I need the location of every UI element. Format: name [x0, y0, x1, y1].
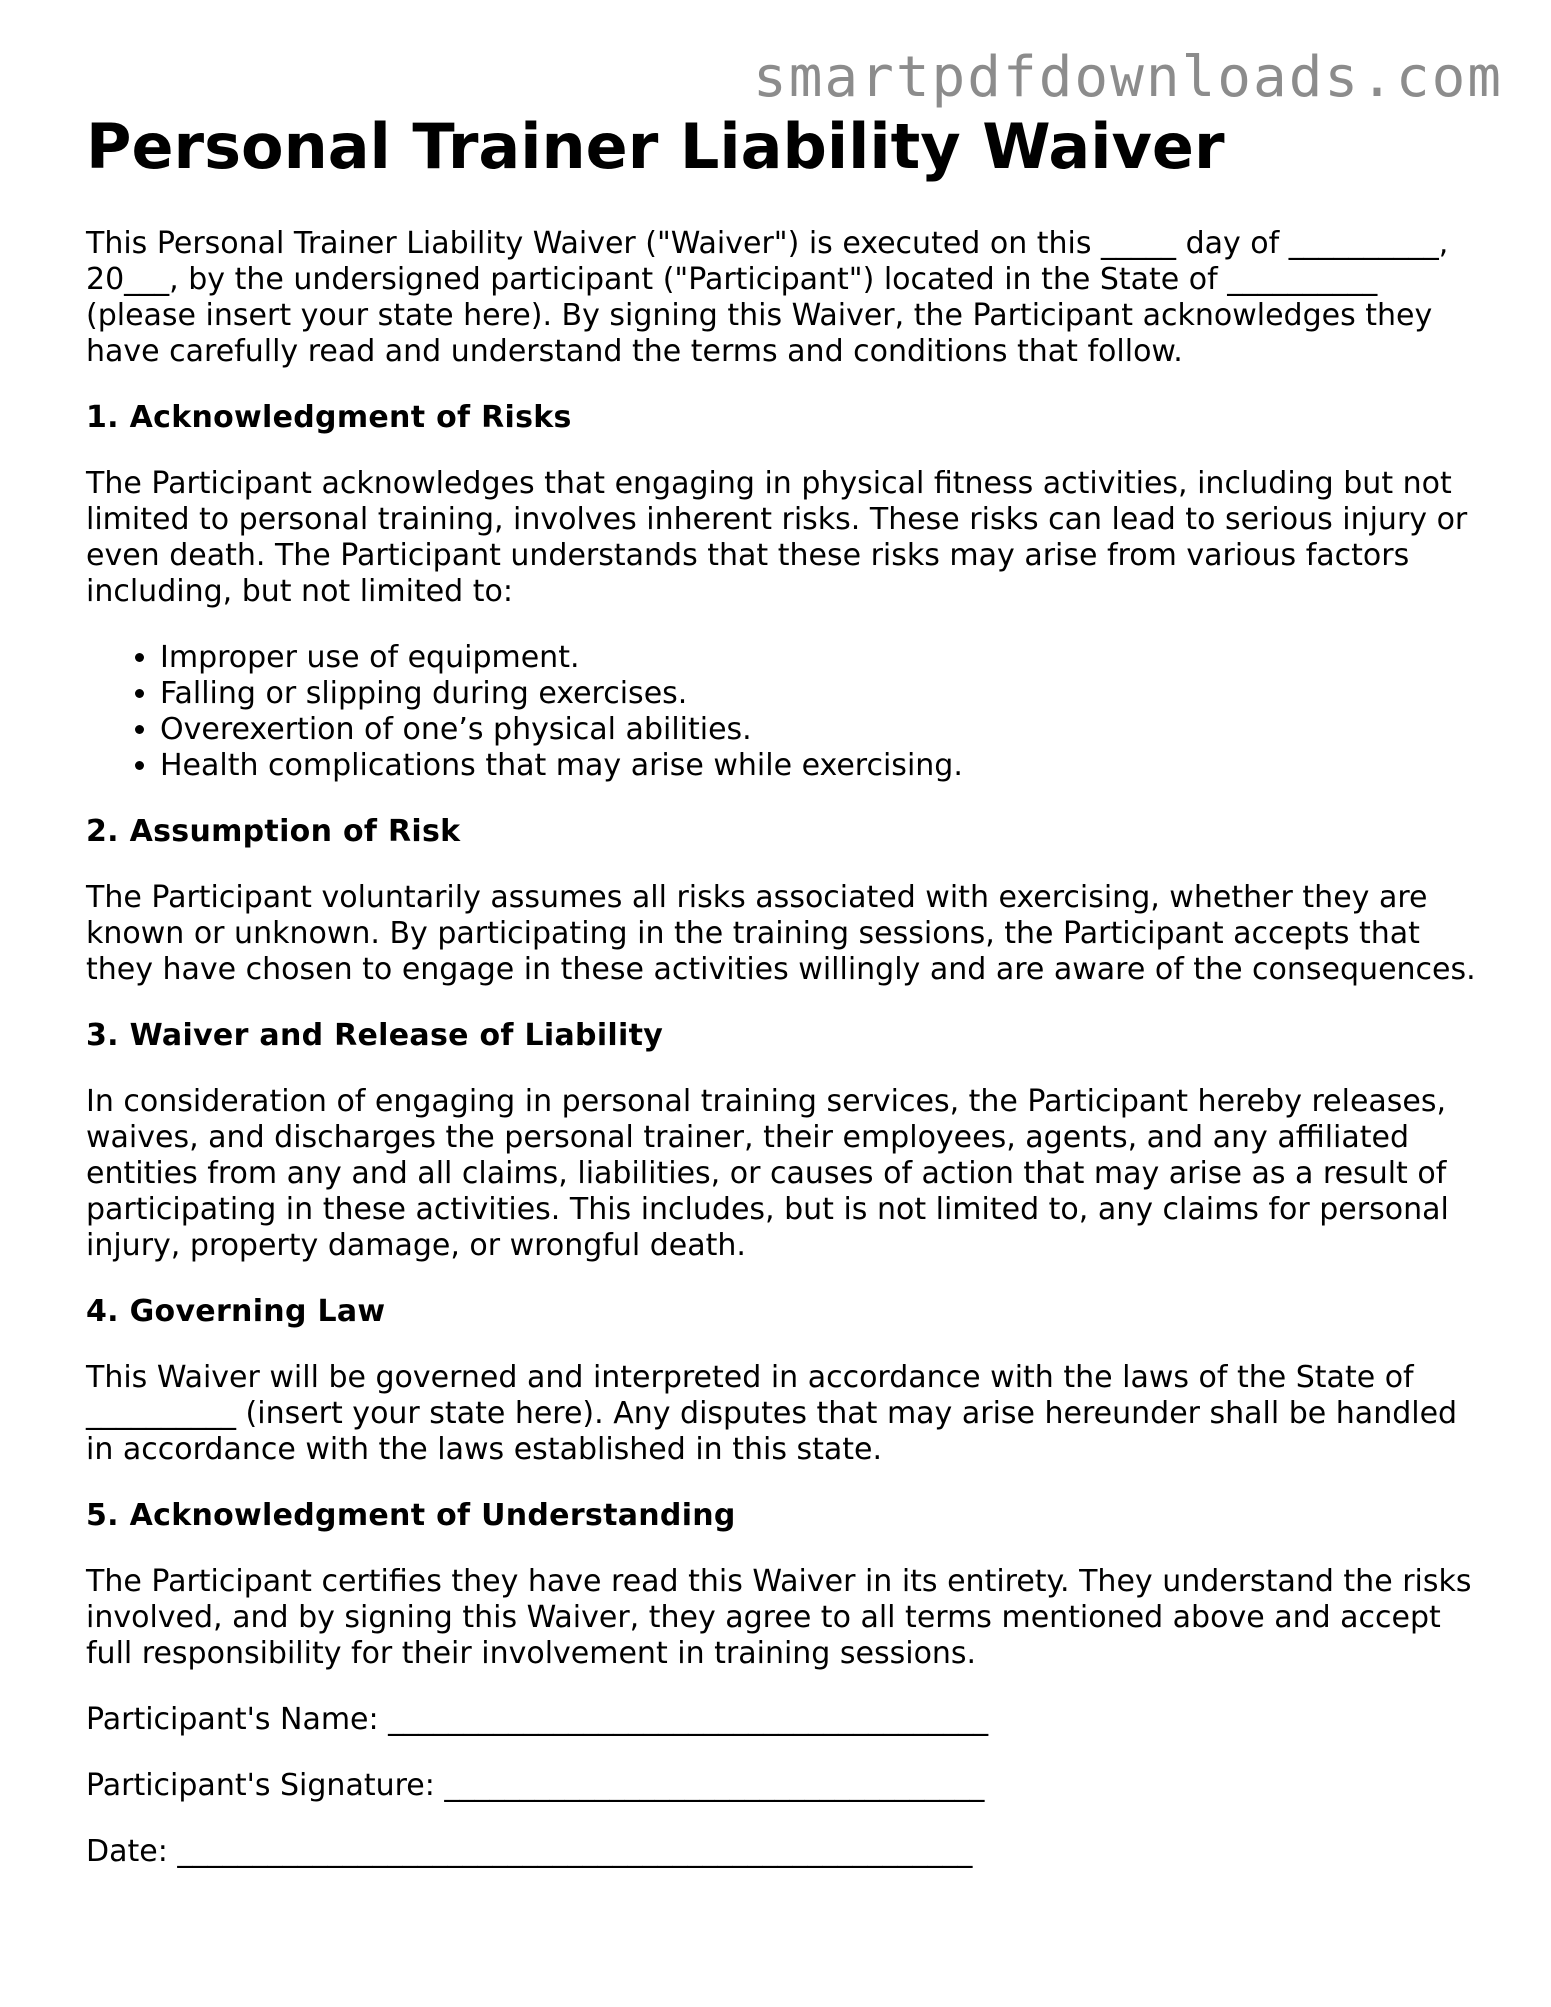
section-1-heading: 1. Acknowledgment of Risks — [86, 400, 572, 435]
risk-list-item: • Falling or slipping during exercises. — [160, 676, 1476, 712]
section-2-heading: 2. Assumption of Risk — [86, 814, 461, 849]
section-2-body: The Participant voluntarily assumes all risks associated with exercising, whether they are known or unknown. By participating in the training sessions, the Participant accepts that they have chosen to engage in these activities willingly and are aware of the consequences. — [86, 880, 1476, 987]
section-4-body: This Waiver will be governed and interpreted in accordance with the laws of the State of __________ (insert your state here). Any disputes that may arise hereunder shall be handled in accordance with the laws established in this state. — [86, 1360, 1458, 1467]
risk-list-item: • Health complications that may arise while exercising. — [160, 748, 1476, 784]
section-3-heading: 3. Waiver and Release of Liability — [86, 1018, 664, 1053]
document-page — [86, 108, 1476, 1870]
watermark: smartpdfdownloads.com — [752, 45, 1503, 110]
document-title: Personal Trainer Liability Waiver — [86, 110, 1225, 183]
section-5-body: The Participant certifies they have read this Waiver in its entirety. They understand the risks involved, and by signing this Waiver, they agree to all terms mentioned above and accept full responsibility for their involvement in training sessions. — [86, 1564, 1472, 1671]
section-5-heading: 5. Acknowledgment of Understanding — [86, 1498, 736, 1533]
risk-list — [86, 640, 1476, 784]
section-1-body: The Participant acknowledges that engaging in physical fitness activities, including but not limited to personal training, involves inherent risks. These risks can lead to serious injury or even death. The Participant understands that these risks may arise from various factors including, but not limited to: — [86, 466, 1468, 609]
intro-paragraph: This Personal Trainer Liability Waiver ("Waiver") is executed on this _____ day of __________, 20___, by the undersigned participant ("Participant") located in the State of __________ (please insert your state here). By signing this Waiver, the Participant acknowledges they have carefully read and understand the terms and conditions that follow. — [86, 226, 1449, 369]
signature-block — [86, 1702, 1476, 1870]
section-3-body: In consideration of engaging in personal training services, the Participant hereby releases, waives, and discharges the personal trainer, their employees, agents, and any affiliated entities from any and all claims, liabilities, or causes of action that may arise as a result of participating in these activities. This includes, but is not limited to, any claims for personal injury, property damage, or wrongful death. — [86, 1084, 1449, 1263]
section-4-heading: 4. Governing Law — [86, 1294, 386, 1329]
risk-list-item: • Improper use of equipment. — [160, 640, 1476, 676]
participant-signature-field[interactable]: Participant's Signature: ____________________________________ — [86, 1768, 985, 1803]
date-field[interactable]: Date: _____________________________________________________ — [86, 1834, 973, 1869]
participant-name-field[interactable]: Participant's Name: ________________________________________ — [86, 1702, 989, 1737]
risk-list-item: • Overexertion of one’s physical abilities. — [160, 712, 1476, 748]
